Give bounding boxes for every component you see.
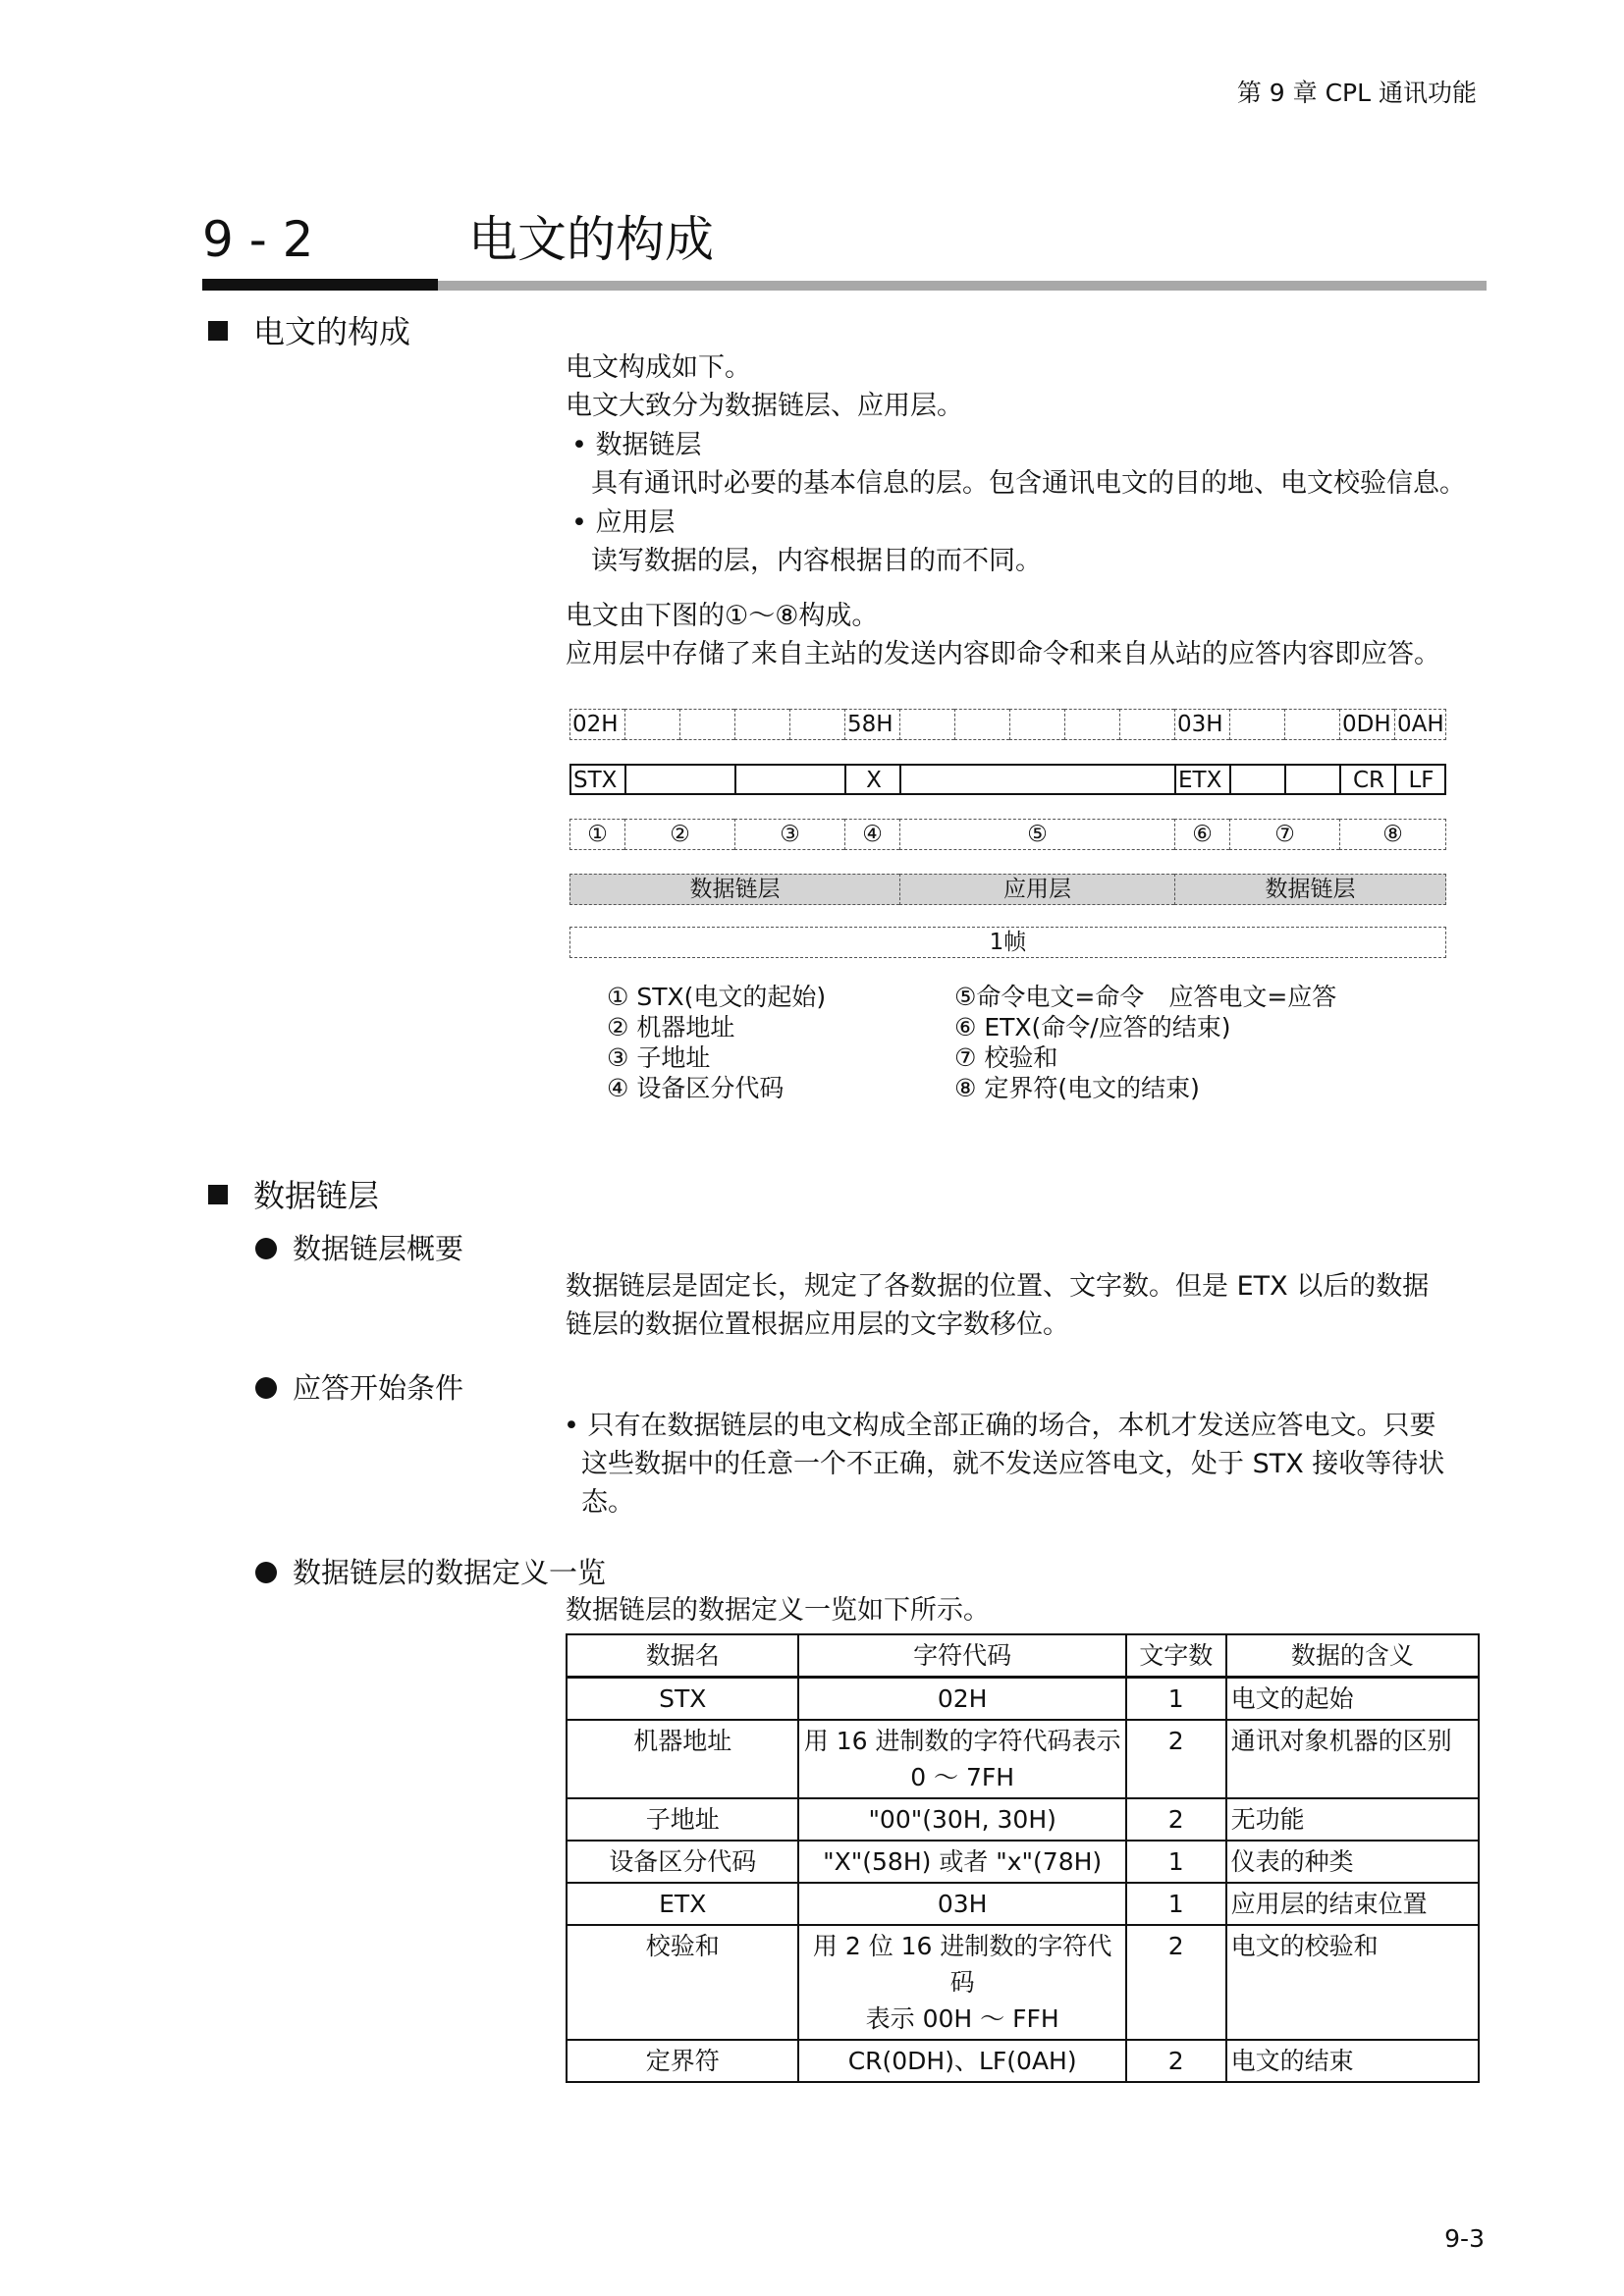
cell-code: "00"(30H, 30H) — [798, 1798, 1125, 1841]
subheading-definition-list: 数据链层的数据定义一览 — [255, 1553, 606, 1592]
square-bullet-icon — [208, 1185, 228, 1204]
cell-count: 2 — [1126, 1798, 1226, 1841]
frame-symbol-cr: CR — [1339, 764, 1394, 795]
frame-layers-row — [569, 874, 1446, 905]
frame-code-cell — [1229, 709, 1284, 740]
frame-code-cell — [1009, 709, 1064, 740]
cell-code: 03H — [798, 1883, 1125, 1925]
title-rule-black — [202, 279, 438, 291]
circle-bullet-icon — [255, 1562, 277, 1583]
frame-code-cell: 02H — [569, 709, 624, 740]
frame-code-cell — [624, 709, 679, 740]
cell-code-line: 0 ～ 7FH — [910, 1763, 1015, 1791]
subheading-overview: 数据链层概要 — [255, 1229, 463, 1268]
legend-right-item: ⑤命令电文=命令 应答电文=应答 — [954, 983, 1337, 1011]
cell-count: 2 — [1126, 1720, 1226, 1798]
cell-code: 02H — [798, 1678, 1125, 1721]
frame-code-cell: 58H — [844, 709, 899, 740]
legend-left-item: ② 机器地址 — [607, 1013, 735, 1041]
cell-code — [798, 1720, 1125, 1798]
overview-line: 链层的数据位置根据应用层的文字数移位。 — [566, 1309, 1069, 1340]
frame-total-row — [569, 927, 1446, 958]
frame-code-cell — [1284, 709, 1339, 740]
frame-code-cell: 03H — [1174, 709, 1229, 740]
frame-code-cell — [1119, 709, 1174, 740]
frame-number-cell: ③ — [734, 819, 844, 850]
s1-line: 电文由下图的①～⑧构成。 — [566, 601, 879, 631]
frame-number-cell: ⑦ — [1229, 819, 1339, 850]
frame-symbol-stx: STX — [569, 764, 624, 795]
frame-symbol-x: X — [844, 764, 899, 795]
cell-name: 子地址 — [567, 1798, 798, 1841]
s1-line: 具有通讯时必要的基本信息的层。包含通讯电文的目的地、电文校验信息。 — [591, 468, 1466, 499]
table-row — [567, 1678, 1479, 1721]
cell-name: 定界符 — [567, 2040, 798, 2082]
overview-line: 数据链层是固定长，规定了各数据的位置、文字数。但是 ETX 以后的数据 — [566, 1271, 1430, 1302]
cell-meaning: 电文的校验和 — [1226, 1925, 1479, 2040]
table-header-row — [567, 1634, 1479, 1678]
cell-code: CR(0DH)、LF(0AH) — [798, 2040, 1125, 2082]
frame-code-cell — [1064, 709, 1119, 740]
cell-code-line: 表示 00H ～ FFH — [865, 2004, 1059, 2033]
cell-count: 2 — [1126, 1925, 1226, 2040]
frame-symbol-cell — [734, 764, 844, 795]
table-row — [567, 2040, 1479, 2082]
frame-number-cell: ④ — [844, 819, 899, 850]
frame-symbol-lf: LF — [1394, 764, 1446, 795]
frame-symbol-cell — [1284, 764, 1339, 795]
cell-count: 1 — [1126, 1883, 1226, 1925]
col-header-code: 字符代码 — [798, 1634, 1125, 1678]
cell-count: 1 — [1126, 1678, 1226, 1721]
cell-meaning: 电文的起始 — [1226, 1678, 1479, 1721]
frame-code-cell — [954, 709, 1009, 740]
frame-symbols-row — [569, 764, 1446, 795]
cell-name: 机器地址 — [567, 1720, 798, 1798]
frame-code-cell — [789, 709, 844, 740]
cell-name: 校验和 — [567, 1925, 798, 2040]
cell-code — [798, 1925, 1125, 2040]
table-row — [567, 1798, 1479, 1841]
heading-message-structure: 电文的构成 — [208, 310, 410, 353]
square-bullet-icon — [208, 321, 228, 341]
frame-number-cell: ⑤ — [899, 819, 1174, 850]
section-number: 9 - 2 — [202, 211, 314, 268]
cell-meaning: 仪表的种类 — [1226, 1841, 1479, 1883]
table-row — [567, 1925, 1479, 2040]
frame-symbol-etx: ETX — [1174, 764, 1229, 795]
cell-code-line: 用 16 进制数的字符代码表示 — [803, 1727, 1121, 1755]
condition-line: • 只有在数据链层的电文构成全部正确的场合，本机才发送应答电文。只要 — [564, 1411, 1436, 1441]
heading-data-link-layer: 数据链层 — [208, 1174, 379, 1217]
cell-code-line: 用 2 位 16 进制数的字符代码 — [812, 1932, 1112, 1997]
frame-number-cell: ① — [569, 819, 624, 850]
cell-meaning: 无功能 — [1226, 1798, 1479, 1841]
section-title: 电文的构成 — [468, 211, 714, 268]
legend-right-item: ⑧ 定界符(电文的结束) — [954, 1074, 1200, 1102]
cell-count: 1 — [1126, 1841, 1226, 1883]
legend-left-item: ① STX(电文的起始) — [607, 983, 827, 1011]
cell-name: ETX — [567, 1883, 798, 1925]
frame-numbers-row — [569, 819, 1446, 850]
legend-left-item: ④ 设备区分代码 — [607, 1074, 785, 1102]
s1-line: 读写数据的层，内容根据目的而不同。 — [591, 546, 1042, 576]
cell-meaning: 电文的结束 — [1226, 2040, 1479, 2082]
frame-symbol-cell — [1229, 764, 1284, 795]
col-header-name: 数据名 — [567, 1634, 798, 1678]
frame-number-cell: ⑥ — [1174, 819, 1229, 850]
frame-code-cell: 0AH — [1394, 709, 1446, 740]
condition-line: 态。 — [581, 1487, 634, 1518]
legend-left-item: ③ 子地址 — [607, 1043, 711, 1072]
cell-meaning: 通讯对象机器的区别 — [1226, 1720, 1479, 1798]
table-row — [567, 1883, 1479, 1925]
bullet-data-link-layer: • 数据链层 — [571, 430, 702, 460]
table-row — [567, 1841, 1479, 1883]
layer-application: 应用层 — [899, 874, 1174, 905]
layer-data-link-2: 数据链层 — [1174, 874, 1446, 905]
bullet-application-layer: • 应用层 — [571, 507, 676, 538]
data-definition-table — [566, 1633, 1480, 2083]
subheading-response-condition: 应答开始条件 — [255, 1368, 463, 1408]
s1-line: 电文大致分为数据链层、应用层。 — [566, 391, 963, 421]
cell-name: STX — [567, 1678, 798, 1721]
circle-bullet-icon — [255, 1238, 277, 1259]
chapter-header: 第 9 章 CPL 通讯功能 — [1236, 79, 1477, 107]
condition-line: 这些数据中的任意一个不正确，就不发送应答电文，处于 STX 接收等待状 — [581, 1449, 1445, 1479]
frame-code-cell — [734, 709, 789, 740]
cell-name: 设备区分代码 — [567, 1841, 798, 1883]
circle-bullet-icon — [255, 1377, 277, 1399]
col-header-meaning: 数据的含义 — [1226, 1634, 1479, 1678]
legend-right-item: ⑦ 校验和 — [954, 1043, 1058, 1072]
frame-number-cell: ② — [624, 819, 734, 850]
frame-symbol-cell — [624, 764, 734, 795]
legend-right-item: ⑥ ETX(命令/应答的结束) — [954, 1013, 1231, 1041]
cell-meaning: 应用层的结束位置 — [1226, 1883, 1479, 1925]
title-rule-grey — [438, 281, 1487, 291]
definition-intro: 数据链层的数据定义一览如下所示。 — [566, 1595, 990, 1626]
s1-line: 电文构成如下。 — [566, 352, 751, 383]
page-number: 9-3 — [1444, 2224, 1485, 2253]
s1-line: 应用层中存储了来自主站的发送内容即命令和来自从站的应答内容即应答。 — [566, 639, 1440, 669]
cell-code: "X"(58H) 或者 "x"(78H) — [798, 1841, 1125, 1883]
cell-count: 2 — [1126, 2040, 1226, 2082]
frame-codes-row — [569, 709, 1446, 740]
layer-data-link-1: 数据链层 — [569, 874, 899, 905]
frame-code-cell: 0DH — [1339, 709, 1394, 740]
frame-symbol-cell — [899, 764, 1174, 795]
frame-label: 1帧 — [569, 927, 1446, 958]
table-row — [567, 1720, 1479, 1798]
frame-code-cell — [679, 709, 734, 740]
col-header-count: 文字数 — [1126, 1634, 1226, 1678]
frame-number-cell: ⑧ — [1339, 819, 1446, 850]
frame-code-cell — [899, 709, 954, 740]
